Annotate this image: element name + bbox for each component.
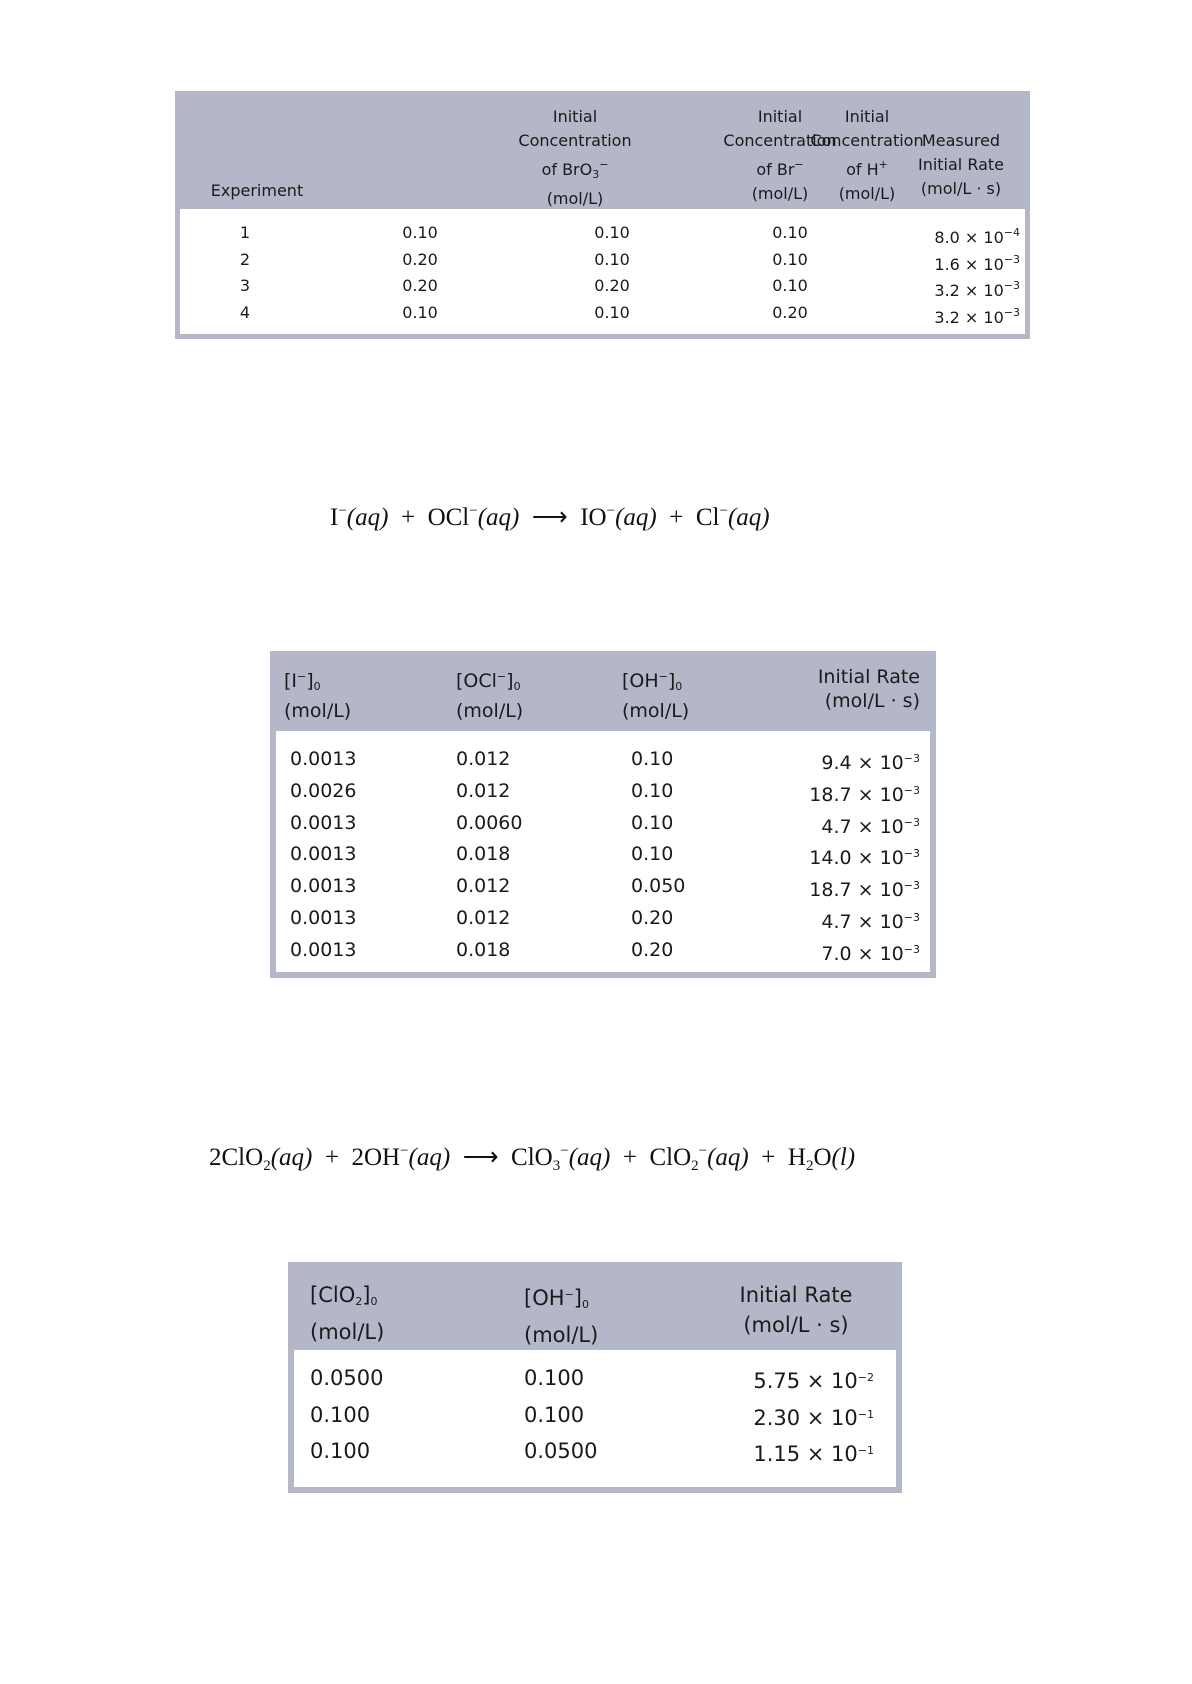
rate-data-table-3 (288, 1262, 902, 1493)
header-oh-concentration: $[OH^-]_0$ (mol/L) (622, 670, 690, 722)
table-row-oh: 0.20 (631, 907, 674, 929)
table-row-experiment: 3 (239, 276, 251, 295)
table-row-ocl: 0.012 (456, 748, 511, 770)
table-row-rate: $14.0 \times 10^{-3}$ (809, 847, 920, 870)
table-row-br: 0.10 (594, 302, 630, 322)
header-experiment: Experiment (210, 181, 304, 200)
reaction-equation-1: I−(aq) + OCl−(aq) ⟶ IO−(aq) + Cl−(aq) (330, 503, 770, 531)
table-row-i: 0.0013 (290, 811, 357, 834)
table-3-body (294, 1350, 896, 1487)
table-row-bro3: 0.10 (402, 302, 438, 322)
table-row-clo2: 0.100 (310, 1439, 371, 1463)
table-row-rate: $18.7 \times 10^{-3}$ (809, 783, 920, 806)
header-h-concentration-text: Initial Concentration of H+ (mol/L) (810, 107, 924, 203)
table-row-br: 0.10 (594, 249, 630, 269)
header-measured-initial-rate: Measured Initial Rate (mol/L · s) (917, 131, 1005, 198)
table-row-oh: 0.050 (631, 875, 686, 898)
table-row-i: 0.0013 (290, 938, 357, 961)
table-row-rate: $2.30 \times 10^{-1}$ (753, 1405, 874, 1430)
header-clo2-concentration: $[ClO_2]_0$ (mol/L) (310, 1283, 385, 1344)
table-row-ocl: 0.012 (456, 779, 511, 802)
table-row-oh: 0.100 (524, 1366, 585, 1390)
table-row-br: 0.10 (594, 223, 630, 242)
table-row-oh: 0.10 (631, 843, 674, 866)
table-row-i: 0.0013 (290, 748, 357, 770)
table-row-i: 0.0013 (290, 907, 357, 929)
table-row-rate: $8.0 \times 10^{-4}$ (934, 226, 1020, 247)
header-initial-rate: Initial Rate (mol/L · s) (817, 666, 920, 712)
table-row-bro3: 0.10 (402, 223, 438, 242)
table-row-oh: 0.10 (631, 779, 674, 802)
table-row-ocl: 0.012 (456, 907, 511, 929)
rate-data-table-2 (270, 651, 936, 978)
table-2-body (276, 731, 930, 972)
table-row-clo2: 0.0500 (310, 1366, 384, 1390)
table-1-body (180, 209, 1025, 334)
table-row-rate: $3.2 \times 10^{-3}$ (934, 305, 1020, 327)
table-row-oh: 0.100 (524, 1402, 585, 1427)
table-row-h: 0.10 (772, 249, 808, 269)
table-row-ocl: 0.018 (456, 843, 511, 866)
header-ocl-concentration: $[OCl^-]_0$ (mol/L) (456, 670, 524, 722)
table-row-clo2: 0.100 (310, 1402, 371, 1427)
header-oh-concentration-3: $[OH^-]_0$ (mol/L) (524, 1286, 599, 1347)
table-2-header (270, 651, 936, 731)
table-row-br: 0.20 (594, 276, 630, 295)
table-row-experiment: 4 (239, 302, 251, 322)
table-row-ocl: 0.012 (456, 875, 511, 898)
table-row-oh: 0.10 (631, 811, 674, 834)
header-br-concentration: Initial Concentration of Br− (mol/L) (723, 107, 837, 203)
table-row-rate: $1.15 \times 10^{-1}$ (753, 1442, 874, 1466)
table-row-i: 0.0013 (290, 875, 357, 898)
table-row-h: 0.10 (772, 276, 808, 295)
table-row-i: 0.0013 (290, 843, 357, 866)
table-1-header (175, 91, 1030, 209)
table-row-h: 0.10 (772, 223, 808, 242)
header-i-concentration: $[I^-]_0$ (mol/L) (284, 670, 352, 722)
table-row-rate: $7.0 \times 10^{-3}$ (821, 942, 920, 965)
reaction-arrow-2: ⟶ (462, 1144, 499, 1171)
table-row-bro3: 0.20 (402, 276, 438, 295)
table-row-oh: 0.0500 (524, 1439, 598, 1463)
reaction-equation-2: 2ClO$_2$(aq) + 2OH−(aq) ⟶ $ClO_3^-(aq) + ClO_2^-(aq) + H_2O(l)$ (209, 1143, 856, 1174)
table-row-ocl: 0.0060 (456, 811, 523, 834)
header-bro3-concentration: Initial Concentration of BrO$_3$− (mol/L) (518, 107, 632, 208)
table-row-oh: 0.20 (631, 938, 674, 961)
table-row-bro3: 0.20 (402, 249, 438, 269)
table-row-experiment: 1 (239, 223, 251, 242)
table-row-experiment: 2 (239, 249, 251, 269)
table-row-ocl: 0.018 (456, 938, 511, 961)
reaction-arrow-1: ⟶ (531, 504, 568, 531)
table-row-h: 0.20 (772, 302, 808, 322)
header-initial-rate-3: Initial Rate (mol/L · s) (739, 1283, 853, 1337)
table-row-rate: $4.7 \times 10^{-3}$ (821, 911, 920, 933)
table-row-rate: $18.7 \times 10^{-3}$ (809, 879, 920, 902)
table-row-rate: $9.4 \times 10^{-3}$ (821, 752, 920, 774)
table-row-oh: 0.10 (631, 748, 674, 770)
table-row-rate: $1.6 \times 10^{-3}$ (934, 252, 1020, 274)
table-row-i: 0.0026 (290, 779, 357, 802)
table-row-rate: $5.75 \times 10^{-2}$ (753, 1369, 874, 1393)
table-3-header (288, 1262, 902, 1350)
rate-data-table-1 (175, 91, 1030, 339)
table-row-rate: $3.2 \times 10^{-3}$ (934, 279, 1020, 300)
table-row-rate: $4.7 \times 10^{-3}$ (821, 815, 920, 838)
